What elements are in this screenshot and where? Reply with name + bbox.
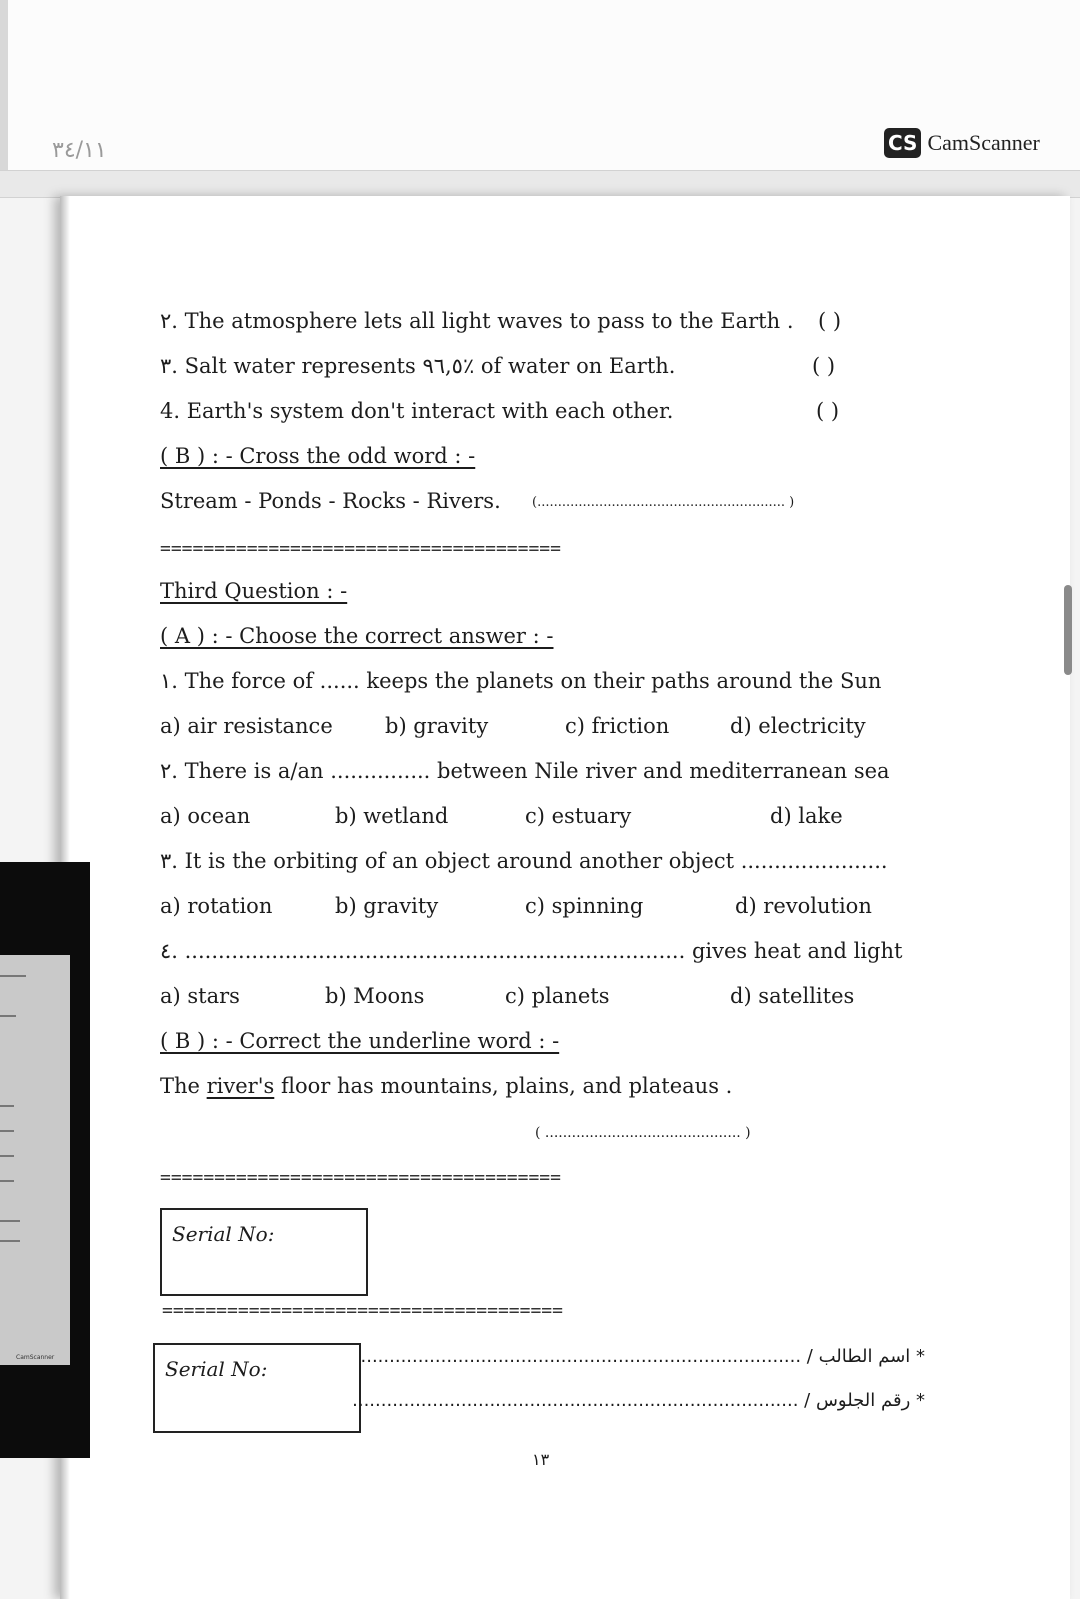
camscanner-label: CamScanner [927,130,1040,155]
scrollbar[interactable] [1064,585,1072,675]
cs-badge-icon: CS [884,128,921,158]
page-divider [0,170,1080,198]
tf-bracket-3: ( ) [812,354,836,378]
thumbnail-page[interactable] [0,955,70,1365]
mcq-1-option-a: a) air resistance [160,714,333,738]
camscanner-logo [884,128,1040,158]
underlined-word: river's [206,1074,275,1098]
mcq-2-option-d: d) lake [770,804,843,828]
correct-underline-sentence [160,1074,732,1098]
tf-question-4: 4. Earth's system don't interact with each other. [160,399,674,423]
separator-2: ===================================== [160,1167,561,1188]
mcq-4-option-b: b) Moons [325,984,425,1008]
mcq-1-option-c: c) friction [565,714,670,738]
choose-heading: ( A ) : - Choose the correct answer : - [160,624,554,648]
page-indicator: ٣٤/١١ [52,138,107,163]
mcq-3-option-a: a) rotation [160,894,273,918]
mcq-4-option-c: c) planets [505,984,610,1008]
mcq-4: ٤. ........................................................................... gives heat and light [160,939,903,963]
serial-box-2 [153,1343,361,1433]
page-number: ١٣ [532,1450,550,1469]
sentence-start: The [160,1074,207,1098]
serial-label-1: Serial No: [172,1222,275,1246]
separator-3: ===================================== [162,1300,563,1321]
tf-bracket-2: ( ) [818,309,842,333]
mcq-4-option-a: a) stars [160,984,240,1008]
thumbnail-logo: CamScanner [16,1354,55,1361]
seat-number-field: * رقم الجلوس / .............................................................................. [352,1390,925,1411]
odd-word-answer: (............................................................ ) [532,495,795,510]
mcq-3: ٣. It is the orbiting of an object around another object ...................... [160,849,888,873]
third-question-heading: Third Question : - [160,579,348,603]
mcq-3-option-b: b) gravity [335,894,439,918]
tf-bracket-4: ( ) [816,399,840,423]
odd-word-list: Stream - Ponds - Rocks - Rivers. [160,489,501,513]
mcq-1-option-d: d) electricity [730,714,866,738]
tf-question-3: ٣. Salt water represents ٩٦,٥٪ of water on Earth. [160,354,676,378]
sentence-end: floor has mountains, plains, and plateaus . [274,1074,733,1098]
mcq-1-option-b: b) gravity [385,714,489,738]
correct-underline-answer: ( ............................................ ) [535,1125,751,1141]
separator-1: ===================================== [160,538,561,559]
mcq-3-option-d: d) revolution [735,894,872,918]
tf-question-2: ٢. The atmosphere lets all light waves to pass to the Earth . [160,309,794,333]
mcq-1: ١. The force of ...... keeps the planets on their paths around the Sun [160,669,882,693]
mcq-2: ٢. There is a/an ............... between Nile river and mediterranean sea [160,759,890,783]
serial-box-1 [160,1208,368,1296]
student-name-field: * اسم الطالب / ............................................................................. [360,1346,925,1367]
mcq-2-option-c: c) estuary [525,804,632,828]
mcq-4-option-d: d) satellites [730,984,855,1008]
top-area [0,0,1080,170]
odd-word-heading: ( B ) : - Cross the odd word : - [160,444,476,468]
mcq-3-option-c: c) spinning [525,894,644,918]
mcq-2-option-b: b) wetland [335,804,449,828]
serial-label-2: Serial No: [165,1357,268,1381]
mcq-2-option-a: a) ocean [160,804,251,828]
correct-underline-heading: ( B ) : - Correct the underline word : - [160,1029,560,1053]
